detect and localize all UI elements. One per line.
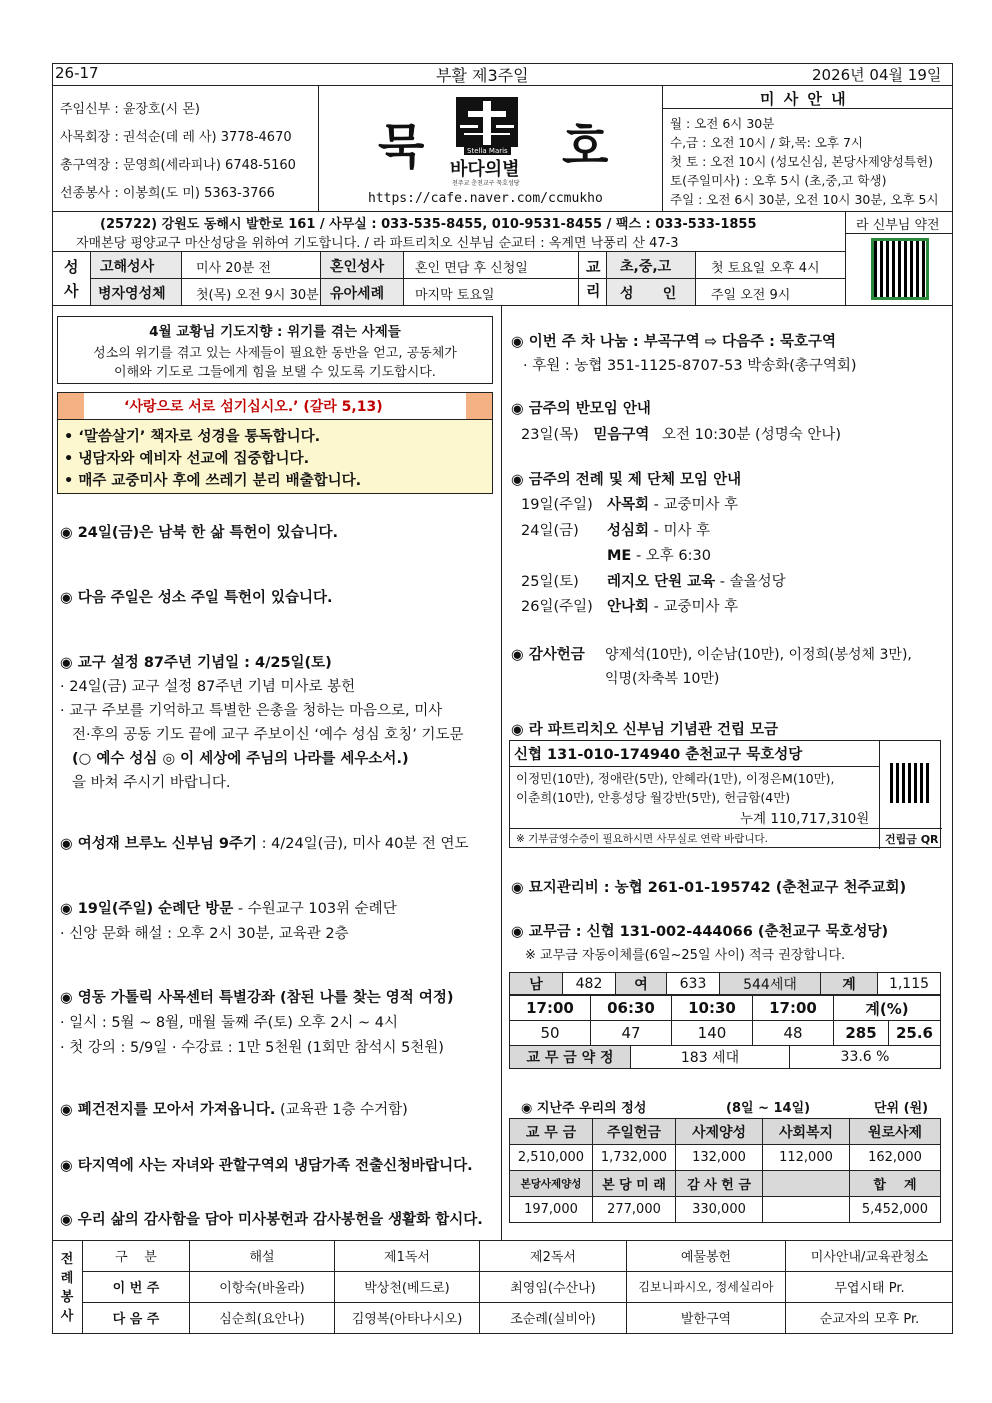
batteries-title: ◉ 폐건전지를 모아서 가져옵니다. — [60, 1102, 276, 1118]
tithe-pledge-table — [509, 1045, 941, 1069]
meeting-name: 안나회 — [607, 599, 650, 615]
meeting-date: 24일(금) — [521, 522, 579, 539]
sick-value: 첫(목) 오전 9시 30분 — [196, 288, 319, 303]
meeting-name: 레지오 단원 교육 — [607, 573, 716, 590]
staff-district: 총구역장 : 문영희(세라피나) 6748-5160 — [60, 158, 296, 173]
service-cell: 조순례(실비아) — [480, 1302, 627, 1333]
offering-header: 합 계 — [850, 1171, 941, 1197]
meeting-date: 25일(토) — [521, 573, 579, 590]
sacrament-label-1: 성 — [64, 258, 79, 276]
ban-meeting-detail: 오전 10:30분 (성명숙 안나) — [662, 427, 842, 443]
offering-value — [763, 1197, 850, 1223]
offerings-title: ◉ 지난주 우리의 정성 — [521, 1101, 647, 1116]
motto-item: • ‘말씀살기’ 책자로 성경을 통독합니다. — [64, 429, 321, 445]
notice-diocese-anniversary — [60, 651, 463, 795]
attendance-sum: 285 — [834, 1021, 889, 1046]
service-row-label: 이 번 주 — [83, 1271, 190, 1302]
memorial-title: ◉ 여성재 브루노 신부님 9주기 — [60, 836, 258, 852]
offering-header: 사제양성 — [676, 1119, 763, 1145]
notice-special-collection-1: ◉ 24일(금)은 남북 한 삶 특헌이 있습니다. — [60, 525, 338, 541]
ban-meeting — [511, 396, 841, 448]
service-side-char: 사 — [60, 1309, 74, 1324]
service-side-char: 례 — [60, 1271, 74, 1286]
notice-special-collection-2: ◉ 다음 주일은 성소 주일 특헌이 있습니다. — [60, 590, 333, 606]
adult-catechism-label: 성 인 — [620, 286, 677, 302]
issue-number: 26-17 — [55, 64, 99, 82]
meeting-name: 성심회 — [607, 522, 650, 539]
batteries-detail: (교육관 1층 수거함) — [275, 1102, 408, 1118]
parish-name-left: 묵 — [378, 119, 425, 175]
diocese-anniversary-line: 전·후의 공동 기도 끝에 교구 주보이신 ‘예수 성심 호칭’ 기도문 — [72, 727, 464, 743]
memorial-fund-account: 신협 131-010-174940 춘천교구 묵호성당 — [514, 747, 803, 763]
marriage-value: 혼인 면담 후 신청일 — [415, 261, 528, 276]
motto-title: ‘사랑으로 서로 섬기십시오.’ (갈라 5,13) — [124, 399, 383, 415]
service-cell: 심순희(요안나) — [190, 1302, 335, 1333]
confession-value: 미사 20분 전 — [196, 261, 272, 276]
attendance-count: 48 — [753, 1021, 834, 1046]
mass-sunday: 주일 : 오전 6시 30분, 오전 10시 30분, 오후 5시 — [670, 192, 939, 207]
parish-url[interactable]: https://cafe.naver.com/ccmukho — [368, 191, 603, 206]
thanks-offering-title: ◉ 감사헌금 — [511, 647, 585, 663]
meetings-list — [521, 493, 786, 621]
mass-weekday: 수,금 : 오전 10시 / 화,목: 오후 7시 — [670, 135, 864, 150]
offering-header: 감 사 헌 금 — [676, 1171, 763, 1197]
tithe-title: ◉ 교무금 : 신협 131-002-444066 (춘천교구 묵호성당) — [511, 924, 889, 940]
thanks-offering-list — [605, 643, 912, 691]
offering-value: 277,000 — [593, 1197, 676, 1223]
offering-header: 본 당 미 래 — [593, 1171, 676, 1197]
meeting-name: ME — [607, 548, 632, 564]
parish-logo — [446, 95, 528, 187]
service-cell: 무엽시태 Pr. — [786, 1271, 954, 1302]
tithe-pledge-pct: 33.6 % — [790, 1046, 941, 1069]
meeting-row — [521, 570, 786, 596]
motto-list — [64, 426, 361, 492]
memorial-fund-title: ◉ 라 파트리치오 신부님 기념관 건립 모금 — [511, 722, 779, 738]
ban-meeting-title: ◉ 금주의 반모임 안내 — [511, 401, 651, 417]
youth-catechism-label: 초,중,고 — [620, 259, 672, 275]
parish-address: (25722) 강원도 동해시 발한로 161 / 사무실 : 033-535-8455, 010-9531-8455 / 팩스 : 033-533-1855 — [100, 217, 757, 232]
census-table — [509, 972, 941, 995]
memorial-fund-donors-line: 이춘희(10만), 안흥성당 월강반(5만), 헌금함(4만) — [516, 790, 791, 805]
total-count: 1,115 — [878, 973, 941, 995]
meeting-detail: - 미사 후 — [649, 522, 711, 539]
liturgical-sunday: 부활 제3주일 — [436, 66, 529, 85]
service-cell: 순교자의 모후 Pr. — [786, 1302, 954, 1333]
memorial-fund-note: ※ 기부금영수증이 필요하시면 사무실로 연락 바랍니다. — [516, 833, 768, 845]
staff-priest: 주임신부 : 윤장호(시 몬) — [60, 102, 200, 117]
tithe-note: ※ 교무금 자동이체를(6일~25일 사이) 적극 권장합니다. — [525, 948, 846, 963]
pilgrimage-detail: - 수원교구 103위 순례단 — [233, 901, 397, 917]
service-header: 제1독서 — [335, 1240, 480, 1271]
service-header: 제2독서 — [480, 1240, 627, 1271]
attendance-table — [509, 995, 941, 1046]
notice-pilgrimage — [60, 897, 397, 947]
mass-time: 06:30 — [591, 996, 672, 1021]
meeting-date: 26일(주일) — [521, 599, 593, 615]
service-cell: 최영임(수산나) — [480, 1271, 627, 1302]
mass-time: 10:30 — [672, 996, 753, 1021]
meeting-name: 사목회 — [607, 497, 650, 513]
attendance-pct: 25.6 — [889, 1021, 941, 1046]
offering-value: 197,000 — [510, 1197, 593, 1223]
meeting-row — [521, 519, 786, 545]
meeting-row — [521, 595, 786, 621]
male-count: 482 — [563, 973, 616, 995]
offering-header: 본당사제양성 — [510, 1171, 593, 1197]
meeting-detail: - 교중미사 후 — [649, 497, 739, 513]
infant-baptism-value: 마지막 토요일 — [415, 288, 495, 303]
parish-name-right: 호 — [562, 119, 609, 175]
memorial-detail: : 4/24일(금), 미사 40분 전 연도 — [257, 836, 469, 852]
mass-schedule-list — [670, 114, 939, 209]
thanks-offering-line: 익명(차축복 10만) — [605, 671, 720, 687]
diocese-anniversary-line: · 24일(금) 교구 설정 87주년 기념 미사로 봉헌 — [60, 679, 356, 695]
motto-box — [57, 392, 493, 494]
offering-header: 교 무 금 — [510, 1119, 593, 1145]
service-row-label: 다 음 주 — [83, 1302, 190, 1333]
attendance-count: 50 — [510, 1021, 591, 1046]
lecture-line: · 일시 : 5월 ~ 8월, 매월 둘째 주(토) 오후 2시 ~ 4시 — [60, 1015, 399, 1031]
lecture-title: ◉ 영동 가톨릭 사목센터 특별강좌 (참된 나를 찾는 영적 여정) — [60, 990, 454, 1006]
tithe-pledge-households: 183 세대 — [631, 1046, 790, 1069]
grave-fee: ◉ 묘지관리비 : 농협 261-01-195742 (춘천교구 천주교회) — [511, 880, 907, 896]
lecture-line: · 첫 강의 : 5/9일 · 수강료 : 1만 5천원 (1회만 참석시 5천원) — [60, 1040, 444, 1056]
bulletin-date: 2026년 04월 19일 — [812, 66, 942, 84]
offering-value: 330,000 — [676, 1197, 763, 1223]
offering-value: 1,732,000 — [593, 1145, 676, 1171]
offerings-unit: 단위 (원) — [874, 1101, 929, 1116]
meeting-detail: - 오후 6:30 — [631, 548, 711, 564]
total-label: 계 — [821, 973, 878, 995]
catechism-label-2: 리 — [586, 282, 601, 300]
service-header: 미사안내/교육관청소 — [786, 1240, 954, 1271]
memorial-fund-qr-label: 건립금 QR — [885, 833, 939, 846]
male-label: 남 — [510, 973, 563, 995]
adult-catechism-value: 주일 오전 9시 — [711, 288, 791, 303]
service-header: 구 분 — [83, 1240, 190, 1271]
memorial-fund-donors — [516, 769, 835, 807]
meeting-detail: - 솔올성당 — [715, 573, 786, 590]
notice-memorial — [60, 832, 469, 853]
memorial-fund-donors-line: 이정민(10만), 정애란(5만), 안혜라(1만), 이정은M(10만), — [516, 771, 835, 786]
sick-label: 병자영성체 — [98, 286, 166, 302]
offering-header: 원로사제 — [850, 1119, 941, 1145]
motto-item: • 냉담자와 예비자 선교에 집중합니다. — [64, 451, 310, 467]
offering-header: 주일헌금 — [593, 1119, 676, 1145]
ban-meeting-group: 믿음구역 — [593, 427, 650, 443]
staff-council: 사목회장 : 권석순(데 레 사) 3778-4670 — [60, 130, 292, 145]
marriage-label: 혼인성사 — [330, 259, 385, 275]
attendance-count: 140 — [672, 1021, 753, 1046]
pilgrimage-title: ◉ 19일(주일) 순례단 방문 — [60, 901, 234, 917]
confession-label: 고해성사 — [100, 259, 155, 275]
diocese-anniversary-title: ◉ 교구 설정 87주년 기념일 : 4/25일(토) — [60, 655, 332, 671]
service-header: 예물봉헌 — [627, 1240, 786, 1271]
diocese-anniversary-line: 을 바쳐 주시기 바랍니다. — [72, 775, 231, 791]
offering-header: 사회복지 — [763, 1119, 850, 1145]
motto-item: • 매주 교중미사 후에 쓰레기 분리 배출합니다. — [64, 473, 362, 489]
memorial-fund-box — [509, 740, 941, 848]
mass-first-saturday: 첫 토 : 오전 10시 (성모신심, 본당사제양성특헌) — [670, 154, 933, 169]
meeting-detail: - 교중미사 후 — [649, 599, 739, 615]
offering-value: 112,000 — [763, 1145, 850, 1171]
meeting-row — [521, 493, 786, 519]
attendance-count: 47 — [591, 1021, 672, 1046]
notice-lecture — [60, 986, 454, 1061]
catechism-label-1: 교 — [586, 258, 601, 276]
female-count: 633 — [667, 973, 720, 995]
meeting-row — [521, 544, 786, 570]
households: 544세대 — [720, 973, 821, 995]
service-cell: 박상천(베드로) — [335, 1271, 480, 1302]
pilgrimage-line: · 신앙 문화 해설 : 오후 2시 30분, 교육관 2층 — [60, 926, 349, 942]
notice-batteries — [60, 1098, 408, 1119]
notice-transfer: ◉ 타지역에 사는 자녀와 관할구역외 냉담가족 전출신청바랍니다. — [60, 1158, 473, 1174]
tithe-pledge-label: 교 무 금 약 정 — [510, 1046, 631, 1069]
offerings-period: (8일 ~ 14일) — [726, 1101, 811, 1116]
logo-subtitle: Stella Maris — [464, 147, 511, 155]
logo-caption: 천주교 춘천교구 묵호성당 — [452, 180, 520, 187]
service-side-label — [56, 1250, 78, 1326]
memorial-fund-qr-icon[interactable] — [890, 763, 930, 803]
ban-meeting-date: 23일(목) — [521, 427, 579, 443]
staff-funeral: 선종봉사 : 이봉희(도 미) 5363-3766 — [60, 186, 275, 201]
car-sharing — [511, 330, 857, 378]
mass-monday: 월 : 오전 6시 30분 — [670, 116, 775, 131]
prayer-intention-text-1: 성소의 위기를 겪고 있는 사제들이 필요한 동반을 얻고, 공동체가 — [93, 346, 457, 361]
priest-biography-qr-icon[interactable] — [874, 241, 926, 297]
diocese-anniversary-line: · 교구 주보를 기억하고 특별한 은총을 청하는 마음으로, 미사 — [60, 703, 443, 719]
mass-schedule-title: 미 사 안 내 — [760, 90, 848, 108]
service-cell: 김보니파시오, 정세실리아 — [627, 1271, 786, 1302]
offering-value: 162,000 — [850, 1145, 941, 1171]
sister-parish: 자매본당 평양교구 마산성당을 위하여 기도합니다. / 라 파트리치오 신부님 순교터 : 옥계면 낙풍리 산 47-3 — [76, 236, 679, 251]
meetings-title: ◉ 금주의 전례 및 제 단체 모임 안내 — [511, 472, 742, 488]
logo-text: 바다의별 — [450, 159, 520, 180]
memorial-fund-total: 누계 110,717,310원 — [740, 811, 870, 827]
sacrament-label-2: 사 — [64, 282, 79, 300]
mass-time: 17:00 — [510, 996, 591, 1021]
meeting-date: 19일(주일) — [521, 497, 593, 513]
mass-time: 17:00 — [753, 996, 834, 1021]
mass-saturday: 토(주일미사) : 오후 5시 (초,중,고 학생) — [670, 173, 887, 188]
service-cell: 김영복(아타나시오) — [335, 1302, 480, 1333]
female-label: 여 — [616, 973, 667, 995]
thanks-offering-line: 양제석(10만), 이순남(10만), 이정희(봉성체 3만), — [605, 647, 912, 663]
service-table — [82, 1240, 953, 1333]
qr-label: 라 신부님 약전 — [856, 218, 940, 233]
offering-value: 5,452,000 — [850, 1197, 941, 1223]
service-cell: 이항숙(바올라) — [190, 1271, 335, 1302]
service-header: 해설 — [190, 1240, 335, 1271]
attendance-pct-label: 계(%) — [834, 996, 941, 1021]
service-side-char: 전 — [60, 1252, 74, 1267]
diocese-anniversary-prayer: (○ 예수 성심 ◎ 이 세상에 주님의 나라를 세우소서.) — [72, 751, 409, 767]
youth-catechism-value: 첫 토요일 오후 4시 — [711, 261, 820, 276]
prayer-intention-box — [57, 316, 493, 384]
offering-header — [763, 1171, 850, 1197]
car-sharing-title: ◉ 이번 주 차 나눔 : 부곡구역 ⇨ 다음주 : 묵호구역 — [511, 334, 836, 350]
notice-thanksgiving: ◉ 우리 삶의 감사함을 담아 미사봉헌과 감사봉헌을 생활화 합시다. — [60, 1212, 483, 1228]
car-sharing-sponsor: · 후원 : 농협 351-1125-8707-53 박송화(총구역회) — [523, 358, 857, 374]
offering-value: 132,000 — [676, 1145, 763, 1171]
offerings-table — [509, 1118, 941, 1223]
prayer-intention-text-2: 이해와 기도로 그들에게 힘을 보탤 수 있도록 기도합시다. — [114, 365, 436, 380]
infant-baptism-label: 유아세례 — [330, 286, 385, 302]
staff-list — [60, 96, 296, 208]
service-cell: 발한구역 — [627, 1302, 786, 1333]
offering-value: 2,510,000 — [510, 1145, 593, 1171]
service-side-char: 봉 — [60, 1290, 74, 1305]
prayer-intention-title: 4월 교황님 기도지향 : 위기를 겪는 사제들 — [149, 324, 401, 340]
